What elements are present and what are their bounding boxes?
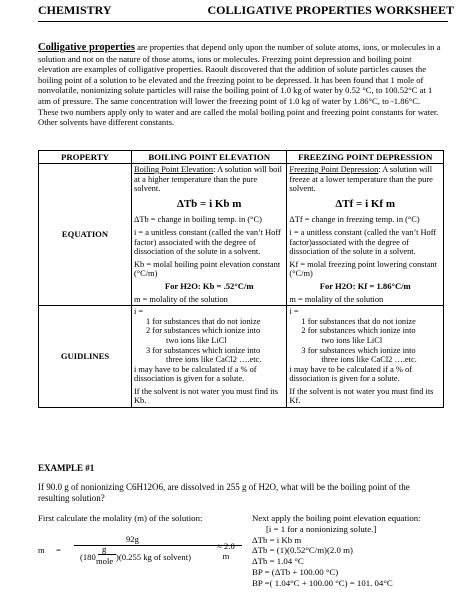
worksheet-header xyxy=(38,3,454,22)
step2-line: ΔTb = 1.04 °C xyxy=(252,556,304,567)
calc-denominator-rest: )(0.255 kg of solvent) xyxy=(116,552,191,562)
fp-guidelines-cell xyxy=(287,306,444,408)
bp-guideline-3-example: three ions like CaCl2 ….etc. xyxy=(166,355,262,365)
bp-water-constant: For H2O: Kb = .52°C/m xyxy=(164,280,254,291)
molality-calculation xyxy=(38,534,238,574)
fp-solvent-note: If the solvent is not water you must find its Kf. xyxy=(289,386,434,406)
bp-equation-cell xyxy=(132,164,287,306)
step2-note: [i = 1 for a nonionizing solute.] xyxy=(266,523,377,534)
intro-term: Colligative properties xyxy=(38,42,135,53)
header-property: PROPERTY xyxy=(39,151,132,164)
bp-def-term: Boiling Point Elevation xyxy=(134,165,214,174)
fp-i-equals: i = xyxy=(289,307,299,317)
bp-guideline-2: 2 for substances which ionize into xyxy=(146,326,261,336)
calc-m: m xyxy=(38,545,45,555)
fp-m-def: m = molality of the solution xyxy=(289,294,384,304)
bp-def-text: : A solution will boil at a higher temperature than the pure solvent. xyxy=(134,165,282,194)
header-freezing-point: FREEZING POINT DEPRESSION xyxy=(287,151,444,164)
calc-result: ≈ 2.0 m xyxy=(217,541,235,561)
unit-fraction-bar xyxy=(98,554,116,555)
bp-guideline-2-example: two ions like LiCl xyxy=(166,335,227,345)
step2-final-answer: BP =( 1.04°C + 100.00 °C) = 101. 04°C xyxy=(252,577,393,588)
fp-guideline-3: 3 for substances which ionize into xyxy=(301,345,416,355)
fp-water-constant: For H2O: Kf = 1.86°C/m xyxy=(319,280,411,291)
calc-numerator: 92g xyxy=(126,534,139,544)
intro-paragraph xyxy=(38,42,442,128)
step2-line: ΔTb = i Kb m xyxy=(252,534,302,545)
subject-title: CHEMISTRY xyxy=(38,3,112,17)
bp-i-def: i = a unitless constant (called the van’t Hoff factor) associated with the degree of dissociation of the solute in a solvent. xyxy=(134,227,281,257)
table-header-row xyxy=(39,151,444,164)
fp-def-text: : A solution will freeze at a lower temperature than the pure solvent. xyxy=(289,165,433,194)
fp-i-def: i = a unitless constant (called the van’t Hoff factor)associated with the degree of dissociation of the solute in a solvent. xyxy=(289,227,437,257)
example-question: If 90.0 g of nonionizing C6H12O6, are dissolved in 255 g of H2O, what will be the boiling point of the resulting solution? xyxy=(38,482,410,503)
bp-k-def: Kb = molal boiling point elevation constant (°C/m) xyxy=(134,259,281,279)
worksheet-title: COLLIGATIVE PROPERTIES WORKSHEET xyxy=(207,3,454,17)
calc-mole-unit: mole xyxy=(96,556,114,566)
bp-guidelines-cell xyxy=(132,306,287,408)
bp-solvent-note: If the solvent is not water you must find its Kb. xyxy=(134,386,278,406)
fp-formula: ΔTf = i Kf m xyxy=(335,197,396,210)
fp-delta-def: ΔTf = change in freezing temp. in (°C) xyxy=(289,215,420,225)
example-title: EXAMPLE #1 xyxy=(38,463,95,473)
bp-dissociation-note: i may have to be calculated if a % of dissociation is given for a solute. xyxy=(134,364,257,384)
bp-guideline-3: 3 for substances which ionize into xyxy=(146,345,261,355)
equation-row xyxy=(39,164,444,306)
header-boiling-point: BOILING POINT ELEVATION xyxy=(132,151,287,164)
bp-definition xyxy=(134,165,284,194)
properties-table xyxy=(38,150,444,408)
fp-dissociation-note: i may have to be calculated if a % of dissociation is given for a solute. xyxy=(289,364,412,384)
guidelines-label: GUIDLINES xyxy=(39,306,132,408)
fp-definition xyxy=(289,165,441,194)
calc-denominator-open: (180 xyxy=(80,552,96,562)
fp-guideline-3-example: three ions like CaCl2 ….etc. xyxy=(321,355,417,365)
equation-label: EQUATION xyxy=(39,164,132,306)
step2-title: Next apply the boiling point elevation equation: xyxy=(252,513,421,523)
step2-line: BP = (ΔTb + 100.00 °C) xyxy=(252,566,339,577)
bp-delta-def: ΔTb = change in boiling temp. in (°C) xyxy=(134,215,262,225)
step2-line: ΔTb = (1)(0.52°C/m)(2.0 m) xyxy=(252,545,353,556)
fp-guideline-2-example: two ions like LiCl xyxy=(321,335,383,345)
fp-def-term: Freezing Point Depression xyxy=(289,165,379,174)
bp-guideline-1: 1 for substances that do not ionize xyxy=(146,316,261,326)
guidelines-row xyxy=(39,306,444,408)
calc-g-unit: g xyxy=(102,544,107,554)
fp-k-def: Kf = molal freezing point lowering constant (°C/m) xyxy=(289,259,437,279)
bp-formula: ΔTb = i Kb m xyxy=(176,197,242,210)
fp-guideline-1: 1 for substances that do not ionize xyxy=(301,316,416,326)
step1-instruction: First calculate the molality (m) of the solution: xyxy=(38,513,203,523)
intro-body: are properties that depend only upon the number of solute atoms, ions, or molecules in a solution and not on the nature of those atoms, ions or molecules. Freezing point depression and boiling point elevation are examples of colligative properties. Raoult discovered that the addition of solute particles causes the boiling point of a solution to be elevated and the freezing point to be depressed. It has been found that 1 mole of nonvolatile, nonionizing solute particles will raise the boiling point of 1.0 kg of water by 0.52 °C, to 100.52°C at 1 atm of pressure. The same concentration will lower the freezing point of 1.0 kg of water by 1.86°C, to -1.86°C. These two numbers apply only to water and are called the molal boiling point and freezing point constants for water. Other solvents have different constants. xyxy=(38,42,441,128)
calc-equals: = xyxy=(56,545,61,555)
step2-block xyxy=(252,513,452,589)
fp-equation-cell xyxy=(287,164,444,306)
bp-m-def: m = molality of the solution xyxy=(134,294,228,304)
fp-guideline-2: 2 for substances which ionize into xyxy=(301,326,416,336)
bp-i-equals: i = xyxy=(134,307,144,317)
